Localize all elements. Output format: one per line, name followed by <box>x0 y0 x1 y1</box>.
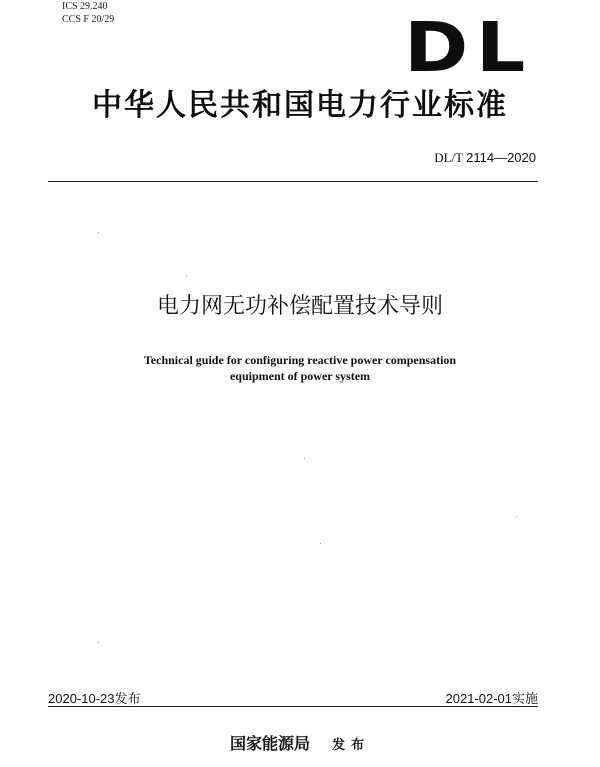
publisher-name: 国家能源局 <box>229 734 310 753</box>
scan-speck <box>516 516 517 517</box>
top-divider <box>48 181 538 182</box>
standard-number <box>434 150 536 166</box>
scan-speck <box>98 642 99 643</box>
classification-codes <box>62 0 114 26</box>
document-title-chinese: 电力网无功补偿配置技术导则 <box>156 294 443 319</box>
publisher-line <box>0 734 600 756</box>
implementation-date: 2021-02-01实施 <box>445 691 538 706</box>
english-title-line-1: Technical guide for configuring reactive power compensation <box>143 353 457 367</box>
ccs-code: CCS F 20/29 <box>62 14 115 25</box>
ics-code: ICS 29.240 <box>62 1 108 12</box>
document-title-english <box>0 352 600 384</box>
dl-logo: DL <box>404 7 533 88</box>
standard-class-heading: 中华人民共和国电力行业标准 <box>92 88 508 123</box>
standard-prefix: DL/T <box>434 150 463 165</box>
scan-speck <box>186 276 187 277</box>
scan-speck <box>320 543 321 544</box>
scan-speck <box>98 232 99 233</box>
publish-action: 发布 <box>332 738 371 753</box>
scan-speck <box>304 458 305 459</box>
standard-number-value: 2114—2020 <box>466 150 536 165</box>
english-title-line-2: equipment of power system <box>229 369 371 383</box>
bottom-divider <box>48 706 538 707</box>
issue-date: 2020-10-23发布 <box>48 691 141 706</box>
